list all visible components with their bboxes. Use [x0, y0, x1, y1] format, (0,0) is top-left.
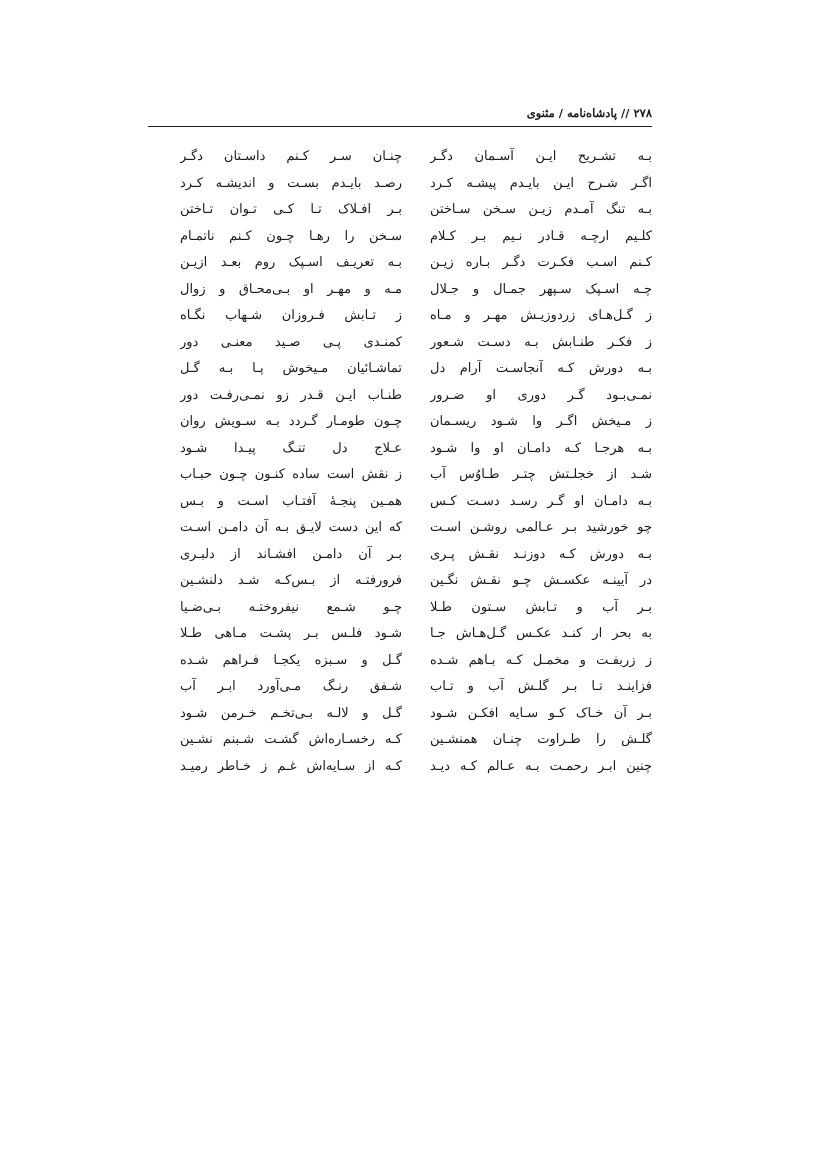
verse-line: ز فکـر طنـابش بـه دسـت شـعور — [430, 334, 652, 350]
verse-line: چو خورشید بـر عـالمی روشـن اسـت — [430, 520, 652, 535]
verse-line: همـین پنجـهٔ آفتـاب اسـت و بـس — [180, 493, 402, 509]
verse-line: بـر آن دامـن افشـاند از دلبـری — [180, 546, 402, 562]
verse-line: بـه تنگ آمـدم زیـن سـخن سـاختن — [430, 202, 652, 217]
verse-line: شـفق رنـگ مـی‌آورد ابـر آب — [180, 679, 402, 694]
page-number: ۲۷۸ — [633, 106, 652, 120]
verse-line: شـود فلـس بـر پشـت مـاهی طـلا — [180, 626, 402, 641]
verse-line: گـل و سـبزه یکجـا فـراهم شـده — [180, 652, 402, 668]
verse-line: کـه رخسـاره‌اش گشـت شـبنم نشـین — [180, 732, 402, 747]
verse-line: که این دست لایـق بـه آن دامـن اسـت — [180, 520, 402, 535]
verse-line: ز زربفـت و مخمـل کـه بـاهم شـده — [430, 652, 652, 668]
verse-line: فزاینـد تـا بـر گلـش آب و تـاب — [430, 679, 652, 694]
verse-line: بـر آن خـاک کـو سـایه افکـن شـود — [430, 705, 652, 721]
verse-line: ز گـل‌هـای زردوزیـش مهـر و مـاه — [430, 308, 652, 323]
verse-line: به بحر ار کنـد عکـس گـل‌هـاش جـا — [430, 626, 652, 641]
verse-line: چنین ابـر رحمـت بـه عـالم کـه دیـد — [430, 758, 652, 774]
book-title: پادشاه‌نامه / مثنوی — [526, 106, 618, 120]
verse-line: چنـان سـر کـنم داسـتان دگـر — [180, 149, 402, 164]
verse-line: فرورفتـه از بـس‌کـه شـد دلنشـین — [180, 573, 402, 588]
verse-line: رصـد بایـدم بسـت و اندیشـه کـرد — [180, 175, 402, 191]
verse-line: اگـر شـرح ایـن بایـدم پیشـه کـرد — [430, 175, 652, 191]
verse-line: مـه و مهـر او بـی‌محـاق و زوال — [180, 281, 402, 297]
verse-line: گـل و لالـه بـی‌تخـم خـرمن شـود — [180, 705, 402, 721]
verse-line: بـه تشـریح ایـن آسـمان دگـر — [430, 149, 652, 164]
verse-line: نمـی‌بـود گـر دوری او ضـرور — [430, 387, 652, 403]
verse-line: چـه اسـپک سـپهر جمـال و جـلال — [430, 281, 652, 297]
verse-line: بـه هرجـا کـه دامـان او وا شـود — [430, 440, 652, 456]
verse-line: بـر افـلاک تـا کـی تـوان تـاختن — [180, 202, 402, 217]
verse-line: بـر آب و تـابش سـتون طـلا — [430, 599, 652, 615]
verse-line: کلـیم ارچـه قـادر نـیم بـر کـلام — [430, 228, 652, 244]
verse-line: سـخن را رهـا چـون کـنم ناتمـام — [180, 228, 402, 244]
verse-line: کـه از سـایه‌اش غـم ز خـاطر رمیـد — [180, 758, 402, 774]
verse-line: در آیینـه عکسـش چـو نقـش نگـین — [430, 573, 652, 588]
verse-line: ز تـابش فـروزان شـهاب نگـاه — [180, 308, 402, 323]
verse-line: شـد از خجلـتش چتـر طـاوُس آب — [430, 467, 652, 482]
verse-line: بـه دورش کـه آنجاسـت آرام دل — [430, 361, 652, 376]
verse-column-left — [180, 144, 402, 780]
verse-line: بـه دامـان او گـر رسـد دسـت کـس — [430, 493, 652, 509]
verse-line: بـه دورش کـه دوزنـد نقـش پـری — [430, 546, 652, 562]
verse-line: چـو شـمع نیفروختـه بـی‌ضـیا — [180, 599, 402, 615]
verse-line: گلـش را طـراوت چنـان همنشـین — [430, 732, 652, 747]
verse-line: ز مـیخش اگـر وا شـود ریسـمان — [430, 414, 652, 429]
verse-line: چـون طومـار گـردد بـه سـویش روان — [180, 414, 402, 429]
header-divider — [148, 126, 652, 127]
verse-line: بـه تعریـف اسـپک روم بعـد ازیـن — [180, 255, 402, 270]
verse-line: طنـاب ایـن قـدر زو نمـی‌رفـت دور — [180, 387, 402, 403]
verse-column-right — [430, 144, 652, 780]
verse-line: تماشـائیان مـیخوش پـا بـه گـل — [180, 361, 402, 376]
header-separator: // — [617, 106, 634, 120]
verse-line: کـنم اسـب فکـرت دگـر بـاره زیـن — [430, 255, 652, 270]
page-header — [148, 102, 652, 124]
verse-line: عـلاج دل تنـگ پیـدا شـود — [180, 440, 402, 456]
verse-line: کمنـدی پـی صـید معنـی دور — [180, 334, 402, 350]
verse-line: ز نقش است ساده کنـون چـون حبـاب — [180, 467, 402, 482]
